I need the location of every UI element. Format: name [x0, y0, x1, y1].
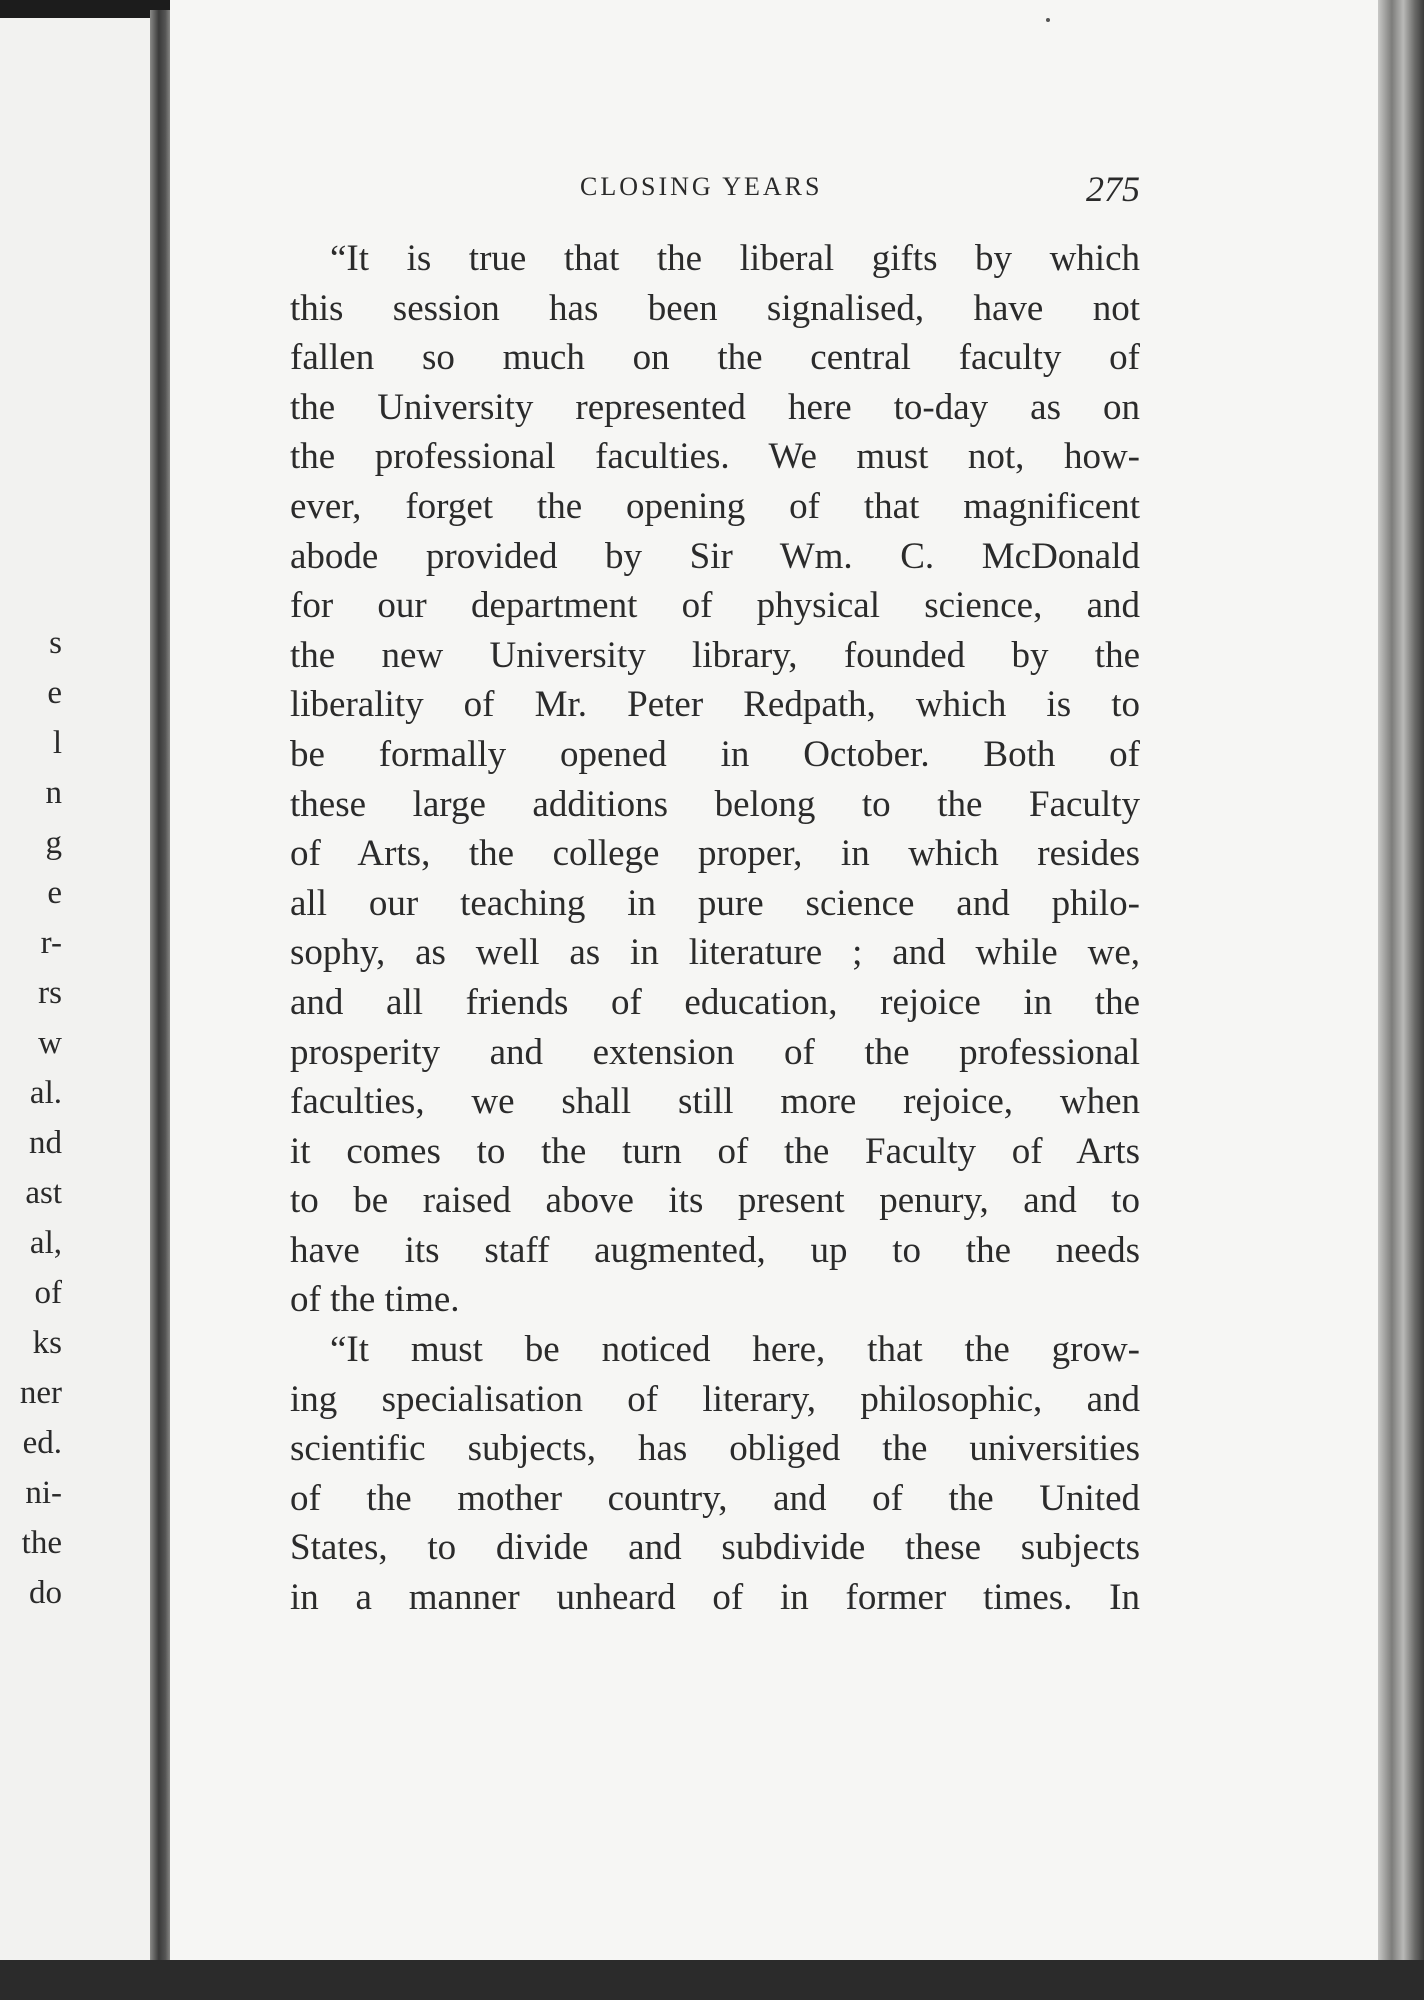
- left-page-fragment: w: [38, 1025, 62, 1061]
- text-line: the University represented here to-day as on: [290, 386, 1140, 428]
- text-line: fallen so much on the central faculty of: [290, 337, 1140, 379]
- page-number: 275: [1086, 169, 1140, 209]
- left-page-fragment: ni-: [25, 1475, 62, 1511]
- left-page-fragment: n: [45, 775, 62, 811]
- text-line: these large additions belong to the Faculty: [290, 783, 1140, 825]
- left-page-fragment: rs: [38, 975, 62, 1011]
- text-line: this session has been signalised, have not: [290, 287, 1140, 329]
- left-page-fragment: nd: [29, 1125, 62, 1161]
- text-line: of the mother country, and of the United: [290, 1477, 1140, 1519]
- left-page-fragment: r-: [40, 925, 62, 961]
- text-line: scientific subjects, has obliged the universities: [290, 1428, 1140, 1470]
- paragraph: [290, 1325, 1140, 1623]
- scan-bottom-edge: [0, 1960, 1424, 2000]
- left-page-fragment: e: [47, 675, 62, 711]
- text-line: “It must be noticed here, that the grow-: [330, 1329, 1140, 1371]
- left-page-fragment: ast: [25, 1175, 62, 1211]
- left-page-fragment: l: [52, 725, 62, 761]
- text-line: in a manner unheard of in former times. In: [290, 1577, 1140, 1619]
- running-head: CLOSING YEARS: [580, 172, 823, 201]
- text-line: faculties, we shall still more rejoice, when: [290, 1081, 1140, 1123]
- left-page-fragment: e: [47, 875, 62, 911]
- left-page-fragment: do: [29, 1575, 62, 1611]
- text-line: and all friends of education, rejoice in the: [290, 981, 1140, 1023]
- text-line: have its staff augmented, up to the needs: [290, 1229, 1140, 1271]
- text-line: for our department of physical science, and: [290, 585, 1140, 627]
- page-header: [290, 168, 1140, 212]
- paragraph: [290, 234, 1140, 1325]
- text-line: it comes to the turn of the Faculty of Arts: [290, 1130, 1140, 1172]
- left-page-fragment: the: [21, 1525, 62, 1561]
- left-page-fragment: s: [49, 625, 62, 661]
- text-line: “It is true that the liberal gifts by which: [330, 238, 1140, 279]
- left-page-fragment: ed.: [22, 1425, 62, 1461]
- text-line: all our teaching in pure science and philo-: [290, 882, 1140, 924]
- left-page-text-fragments: [0, 618, 62, 1618]
- text-line: be formally opened in October. Both of: [290, 733, 1140, 775]
- text-line: of Arts, the college proper, in which resides: [290, 833, 1140, 875]
- text-line: the professional faculties. We must not, how-: [290, 436, 1140, 478]
- body-text: [290, 234, 1140, 1623]
- left-page-fragment: of: [34, 1275, 62, 1311]
- text-line: the new University library, founded by the: [290, 634, 1140, 676]
- text-line: of the time.: [290, 1279, 460, 1321]
- scan-speck: [1046, 18, 1050, 22]
- page-edge: [1378, 0, 1424, 2000]
- text-line: ing specialisation of literary, philosophic, and: [290, 1378, 1140, 1420]
- book-gutter: [150, 10, 172, 1970]
- left-page-fragment: al.: [29, 1075, 62, 1111]
- left-page-fragment: al,: [29, 1225, 62, 1261]
- left-page-fragment: ner: [19, 1375, 62, 1411]
- left-page: [0, 18, 160, 1960]
- text-line: prosperity and extension of the professional: [290, 1031, 1140, 1073]
- left-page-fragment: ks: [32, 1325, 62, 1361]
- left-page-fragment: g: [45, 825, 62, 861]
- text-line: ever, forget the opening of that magnificent: [290, 485, 1140, 527]
- text-line: States, to divide and subdivide these subjects: [290, 1527, 1140, 1569]
- text-line: liberality of Mr. Peter Redpath, which is to: [290, 684, 1140, 726]
- text-line: abode provided by Sir Wm. C. McDonald: [290, 535, 1140, 577]
- text-line: sophy, as well as in literature ; and while we,: [290, 932, 1140, 974]
- text-line: to be raised above its present penury, and to: [290, 1180, 1140, 1222]
